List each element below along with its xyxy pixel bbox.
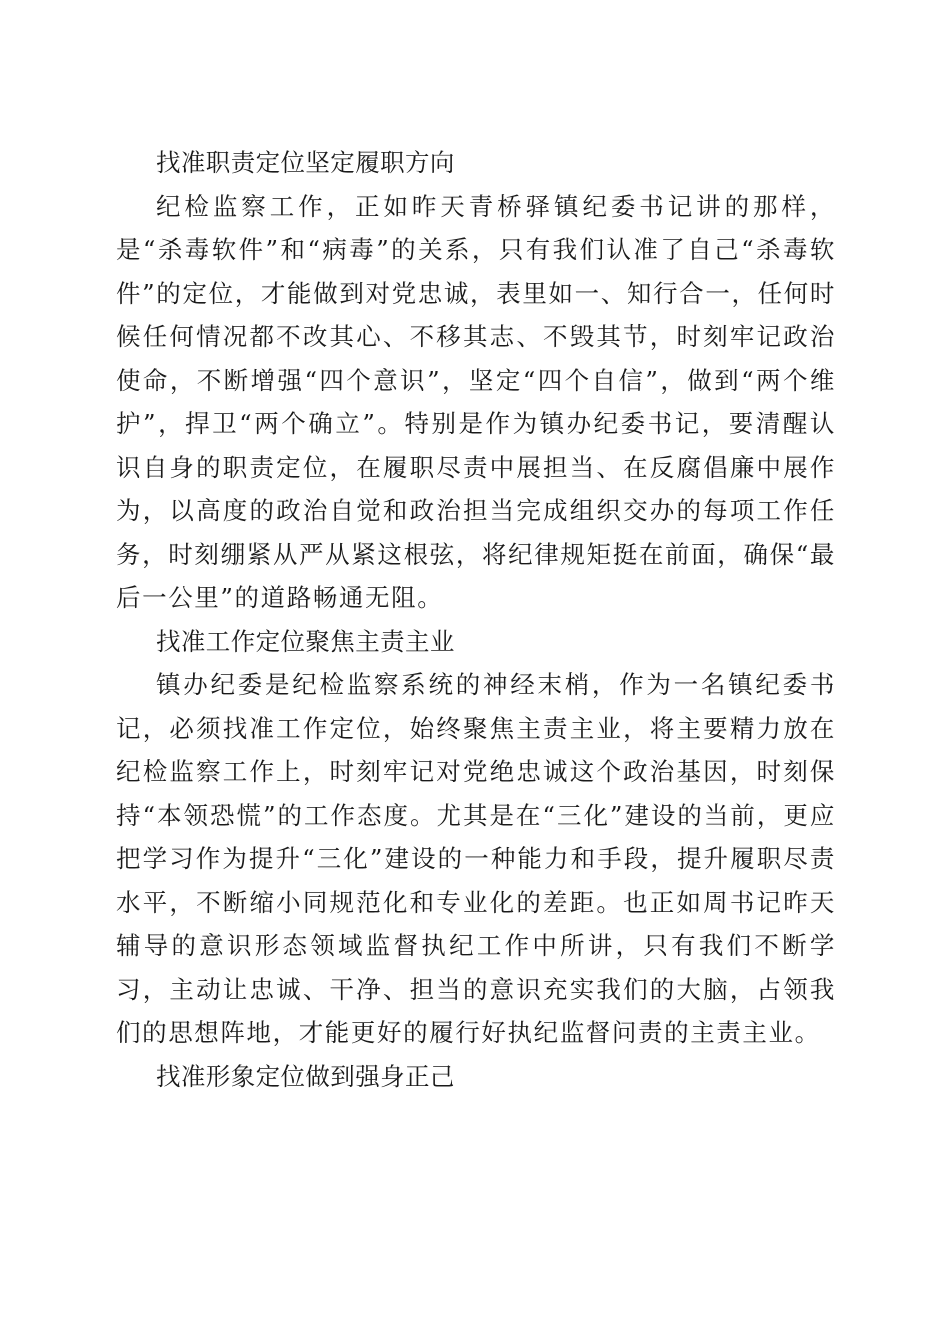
section-heading-duty-positioning: 找准职责定位坚定履职方向 (156, 148, 455, 177)
document-body (116, 141, 836, 1098)
section-paragraph-duty-positioning: 纪检监察工作，正如昨天青桥驿镇纪委书记讲的那样，是“杀毒软件”和“病毒”的关系，只有我们认准了自己“杀毒软件”的定位，才能做到对党忠诚，表里如一、知行合一，任何时候任何情况都不改其心、不移其志、不毁其节，时刻牢记政治使命，不断增强“四个意识”，坚定“四个自信”，做到“两个维护”，捍卫“两个确立”。特别是作为镇办纪委书记，要清醒认识自身的职责定位，在履职尽责中展担当、在反腐倡廉中展作为，以高度的政治自觉和政治担当完成组织交办的每项工作任务，时刻绷紧从严从紧这根弦，将纪律规矩挺在前面，确保“最后一公里”的道路畅通无阻。 (116, 191, 836, 612)
section-heading-work-positioning: 找准工作定位聚焦主责主业 (156, 626, 455, 656)
section-paragraph-work-positioning: 镇办纪委是纪检监察系统的神经末梢，作为一名镇纪委书记，必须找准工作定位，始终聚焦主责主业，将主要精力放在纪检监察工作上，时刻牢记对党绝忠诚这个政治基因，时刻保持“本领恐慌”的工作态度。尤其是在“三化”建设的当前，更应把学习作为提升“三化”建设的一种能力和手段，提升履职尽责水平，不断缩小同规范化和专业化的差距。也正如周书记昨天辅导的意识形态领域监督执纪工作中所讲，只有我们不断学习，主动让忠诚、干净、担当的意识充实我们的大脑，占领我们的思想阵地，才能更好的履行好执纪监督问责的主责主业。 (116, 670, 836, 1047)
section-heading-image-positioning: 找准形象定位做到强身正己 (156, 1061, 455, 1091)
